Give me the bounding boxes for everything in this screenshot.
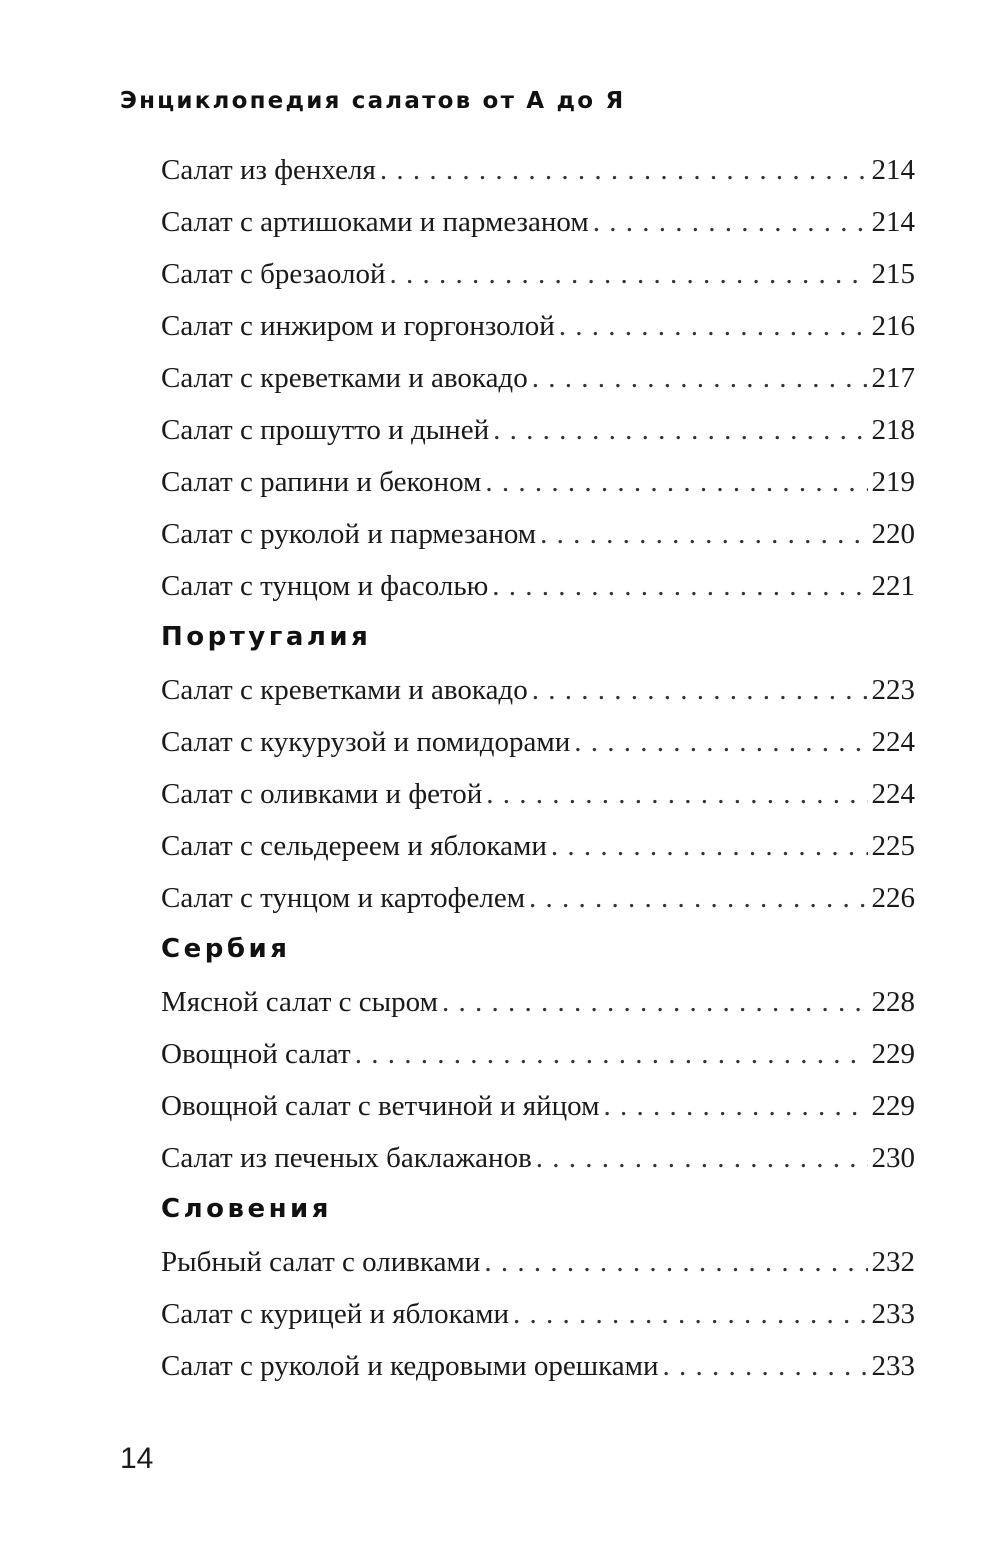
toc-entry-page: 217 [871,362,915,394]
toc-entry[interactable] [161,716,915,768]
toc-entry[interactable] [161,664,915,716]
toc-entry-title: Салат с рапини и беконом [161,466,482,498]
toc-entry[interactable] [161,144,915,196]
dot-leader [662,1340,867,1392]
toc-entry-page: 232 [871,1246,915,1278]
toc-entry-page: 228 [871,986,915,1018]
toc-entry-page: 233 [871,1350,915,1382]
section-heading-slovenia: Словения [161,1194,332,1224]
section-heading-serbia: Сербия [161,934,291,964]
running-head-title: Энциклопедия салатов от А до Я [120,88,626,114]
toc-entry-title: Салат с руколой и пармезаном [161,518,537,550]
table-of-contents [161,144,915,1392]
toc-entry-title: Салат с тунцом и картофелем [161,882,526,914]
toc-entry-page: 233 [871,1298,915,1330]
dot-leader [493,404,867,456]
toc-entry-page: 226 [871,882,915,914]
section-heading-portugal: Португалия [161,622,372,652]
dot-leader [485,456,867,508]
toc-entry-page: 225 [871,830,915,862]
toc-entry-page: 224 [871,726,915,758]
toc-entry-title: Салат из фенхеля [161,154,376,186]
toc-entry-page: 220 [871,518,915,550]
toc-entry-page: 229 [871,1090,915,1122]
toc-entry-page: 216 [871,310,915,342]
toc-entry[interactable] [161,820,915,872]
toc-entry-title: Салат с сельдереем и яблоками [161,830,547,862]
toc-entry-title: Овощной салат [161,1038,351,1070]
dot-leader [532,664,868,716]
toc-entry-page: 218 [871,414,915,446]
dot-leader [529,872,867,924]
toc-entry-title: Салат с артишоками и пармезаном [161,206,589,238]
toc-entry[interactable] [161,456,915,508]
toc-entry[interactable] [161,404,915,456]
toc-entry[interactable] [161,1236,915,1288]
toc-entry-title: Мясной салат с сыром [161,986,438,1018]
toc-entry-title: Салат с кукурузой и помидорами [161,726,571,758]
dot-leader [442,976,868,1028]
dot-leader [574,716,867,768]
dot-leader [492,560,867,612]
dot-leader [551,820,868,872]
toc-entry[interactable] [161,1288,915,1340]
page-number: 14 [120,1442,154,1475]
toc-entry-page: 229 [871,1038,915,1070]
dot-leader [380,144,868,196]
toc-entry-page: 224 [871,778,915,810]
dot-leader [390,248,868,300]
toc-entry[interactable] [161,248,915,300]
dot-leader [486,768,867,820]
toc-entry-title: Салат с креветками и авокадо [161,674,528,706]
toc-entry[interactable] [161,768,915,820]
toc-entry-page: 230 [871,1142,915,1174]
dot-leader [559,300,868,352]
toc-entry-title: Салат с оливками и фетой [161,778,483,810]
toc-entry-title: Салат с креветками и авокадо [161,362,528,394]
toc-entry-title: Рыбный салат с оливками [161,1246,481,1278]
toc-entry[interactable] [161,976,915,1028]
dot-leader [603,1080,867,1132]
toc-entry-title: Салат с брезаолой [161,258,386,290]
toc-entry[interactable] [161,1080,915,1132]
dot-leader [355,1028,868,1080]
toc-entry-page: 214 [871,154,915,186]
dot-leader [484,1236,867,1288]
dot-leader [593,196,868,248]
toc-entry[interactable] [161,560,915,612]
toc-entry-title: Салат с инжиром и горгонзолой [161,310,555,342]
toc-entry[interactable] [161,508,915,560]
toc-entry[interactable] [161,300,915,352]
toc-entry[interactable] [161,872,915,924]
toc-entry[interactable] [161,1132,915,1184]
toc-entry-page: 223 [871,674,915,706]
dot-leader [532,352,868,404]
toc-entry-title: Салат с тунцом и фасолью [161,570,489,602]
toc-entry-title: Салат с руколой и кедровыми орешками [161,1350,659,1382]
toc-entry[interactable] [161,1340,915,1392]
dot-leader [536,1132,868,1184]
toc-entry-title: Овощной салат с ветчиной и яйцом [161,1090,600,1122]
toc-entry-page: 221 [871,570,915,602]
toc-entry[interactable] [161,352,915,404]
toc-entry-title: Салат из печеных баклажанов [161,1142,532,1174]
toc-entry-page: 219 [871,466,915,498]
toc-entry-title: Салат с прошутто и дыней [161,414,490,446]
toc-entry[interactable] [161,1028,915,1080]
toc-entry-page: 214 [871,206,915,238]
dot-leader [513,1288,868,1340]
toc-entry[interactable] [161,196,915,248]
dot-leader [540,508,867,560]
toc-entry-title: Салат с курицей и яблоками [161,1298,509,1330]
toc-entry-page: 215 [871,258,915,290]
